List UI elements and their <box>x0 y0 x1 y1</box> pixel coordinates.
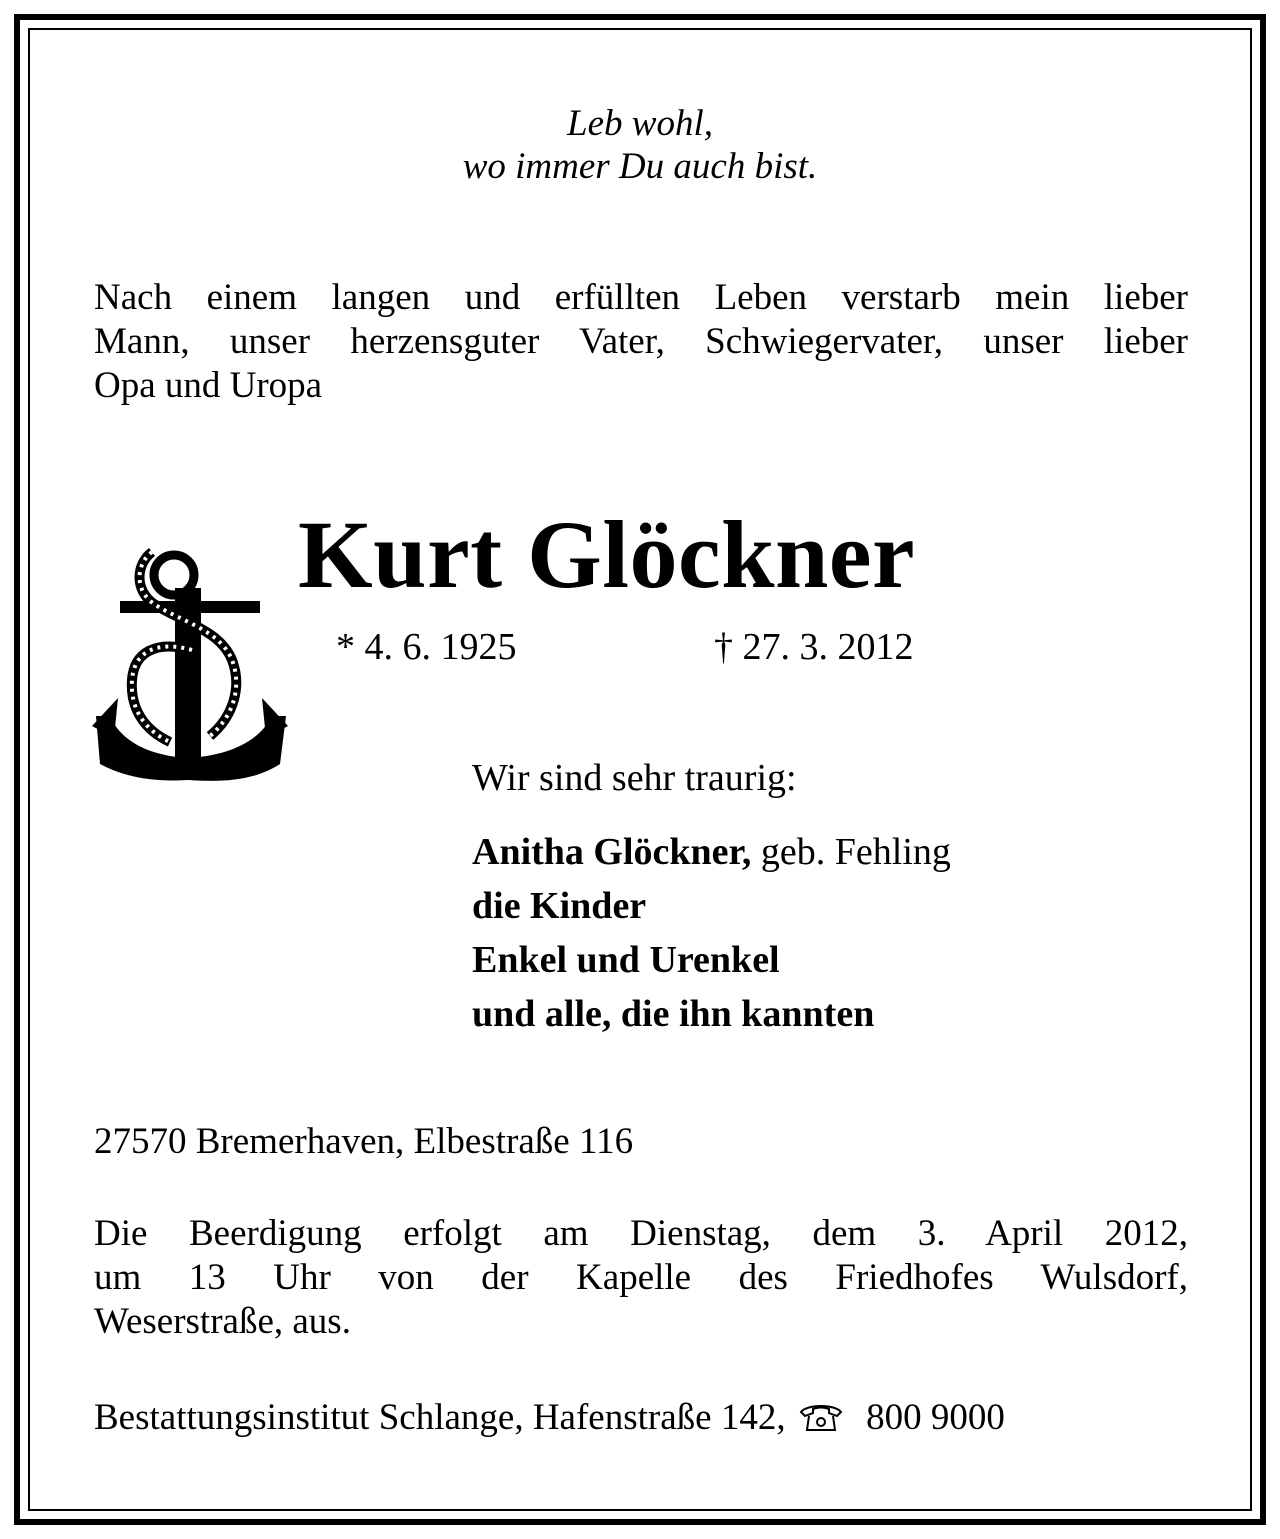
widow-name: Anitha Glöckner, <box>472 831 752 873</box>
undertaker <box>94 1396 1005 1440</box>
motto-line-1: Leb wohl, <box>567 103 713 144</box>
intro-line-1: Nach einem langen und erfüllten Leben verstarb mein lieber <box>94 277 1188 318</box>
undertaker-phone: 800 9000 <box>866 1397 1005 1438</box>
anchor-icon <box>92 548 292 784</box>
mourner-widow <box>472 826 951 879</box>
intro-line-3: Opa und Uropa <box>94 365 323 406</box>
mourner-all: und alle, die ihn kannten <box>472 993 875 1035</box>
intro-line-2: Mann, unser herzensguter Vater, Schwiegervater, unser lieber <box>94 321 1188 362</box>
telephone-icon <box>799 1402 843 1432</box>
birth-date: * 4. 6. 1925 <box>336 626 517 668</box>
motto-line-2: wo immer Du auch bist. <box>462 146 818 187</box>
funeral-line-2: um 13 Uhr von der Kapelle des Friedhofes Wulsdorf, <box>94 1257 1188 1298</box>
death-date: † 27. 3. 2012 <box>714 626 914 668</box>
deceased-name: Kurt Glöckner <box>298 501 916 608</box>
mourner-grandchildren: Enkel und Urenkel <box>472 939 780 981</box>
funeral-line-3: Weserstraße, aus. <box>94 1301 351 1342</box>
funeral-line-1: Die Beerdigung erfolgt am Dienstag, dem 3. April 2012, <box>94 1213 1188 1254</box>
undertaker-text: Bestattungsinstitut Schlange, Hafenstraße 142, <box>94 1397 786 1438</box>
widow-maiden-name: geb. Fehling <box>760 831 951 873</box>
address: 27570 Bremerhaven, Elbestraße 116 <box>94 1121 634 1162</box>
mourners-heading: Wir sind sehr traurig: <box>472 757 797 799</box>
funeral-paragraph <box>94 1212 1188 1344</box>
intro-paragraph <box>94 276 1188 408</box>
mourner-children: die Kinder <box>472 885 647 927</box>
